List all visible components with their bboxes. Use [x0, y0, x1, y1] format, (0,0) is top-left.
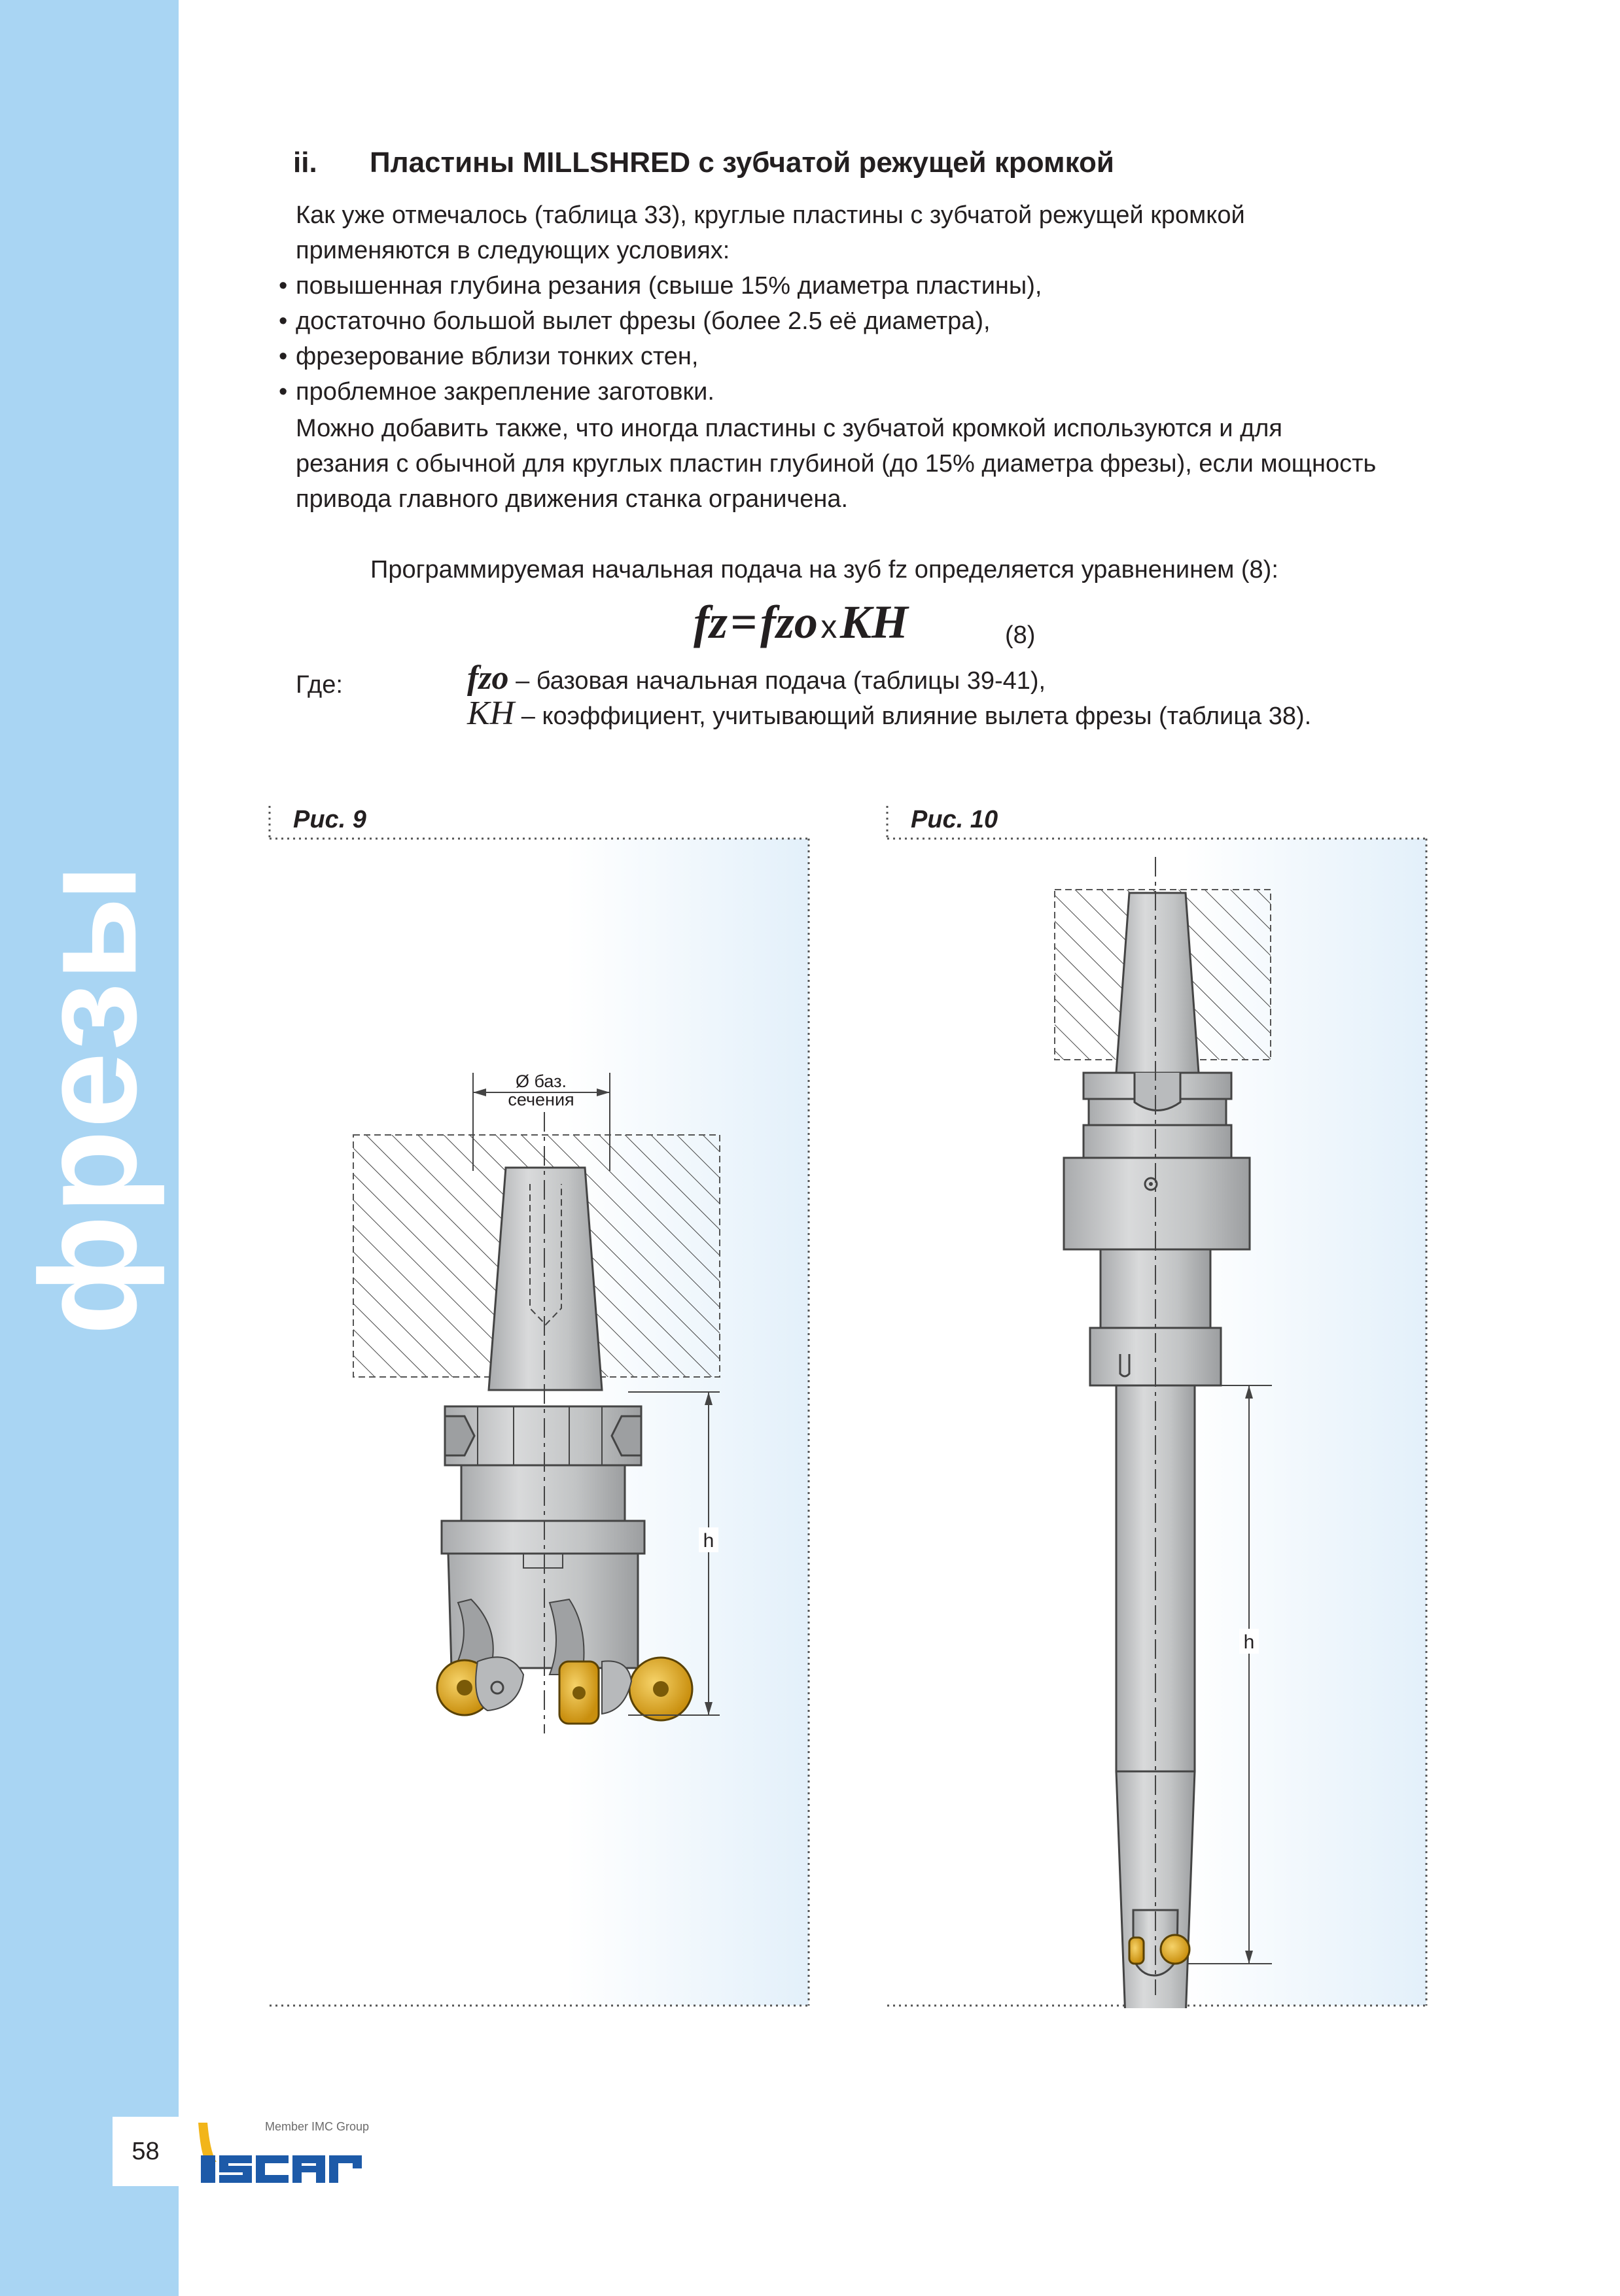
- def1-symbol: fzo: [467, 659, 509, 697]
- section-number: ii.: [293, 147, 317, 179]
- paragraph-line: применяются в следующих условиях:: [296, 237, 730, 264]
- where-label: Где:: [296, 671, 343, 699]
- figure-9-dim-label-1: Ø баз.: [516, 1071, 567, 1091]
- def2-symbol: KH: [467, 695, 515, 732]
- figure-9-dim-label-2: сечения: [508, 1090, 574, 1109]
- figure-9-label: Рис. 9: [293, 806, 366, 833]
- figure-10-h-label: h: [1243, 1631, 1255, 1653]
- bullet-item: проблемное закрепление заготовки.: [296, 378, 714, 406]
- formula-lhs: fz: [694, 596, 728, 648]
- bullet-dot: •: [279, 307, 288, 335]
- def2-text: – коэффициент, учитывающий влияние вылета фрезы (таблица 38).: [514, 703, 1312, 730]
- definition-1: [467, 661, 1046, 699]
- bullet-item: повышенная глубина резания (свыше 15% диаметра пластины),: [296, 272, 1042, 300]
- page-number: 58: [132, 2137, 160, 2165]
- formula-eq: =: [730, 596, 758, 648]
- paragraph-line: Можно добавить также, что иногда пластины с зубчатой кромкой используются и для: [296, 415, 1283, 442]
- definition-2: [467, 696, 1311, 734]
- formula-fzo: fzo: [760, 596, 818, 648]
- formula-times: x: [820, 608, 837, 645]
- sidebar-section-title: фрезы: [11, 862, 166, 1336]
- figure-10: [879, 798, 1435, 2008]
- paragraph-line: Как уже отмечалось (таблица 33), круглые пластины с зубчатой режущей кромкой: [296, 201, 1245, 229]
- formula-kh: KH: [839, 596, 908, 648]
- formula-number: (8): [1005, 621, 1036, 649]
- figure-9-h-label: h: [703, 1530, 714, 1552]
- formula: [694, 595, 908, 654]
- member-text: Member IMC Group: [265, 2120, 370, 2133]
- def1-text: – базовая начальная подача (таблицы 39-41),: [508, 667, 1046, 695]
- figure-9: [262, 798, 818, 2008]
- formula-intro: Программируемая начальная подача на зуб fz определяется уравненинем (8):: [370, 556, 1278, 583]
- page-number-box: [113, 2117, 179, 2186]
- iscar-logo: [193, 2116, 396, 2188]
- bullet-dot: •: [279, 272, 288, 300]
- bullet-item: достаточно большой вылет фрезы (более 2.5 её диаметра),: [296, 307, 991, 335]
- bullet-dot: •: [279, 343, 288, 370]
- paragraph-line: резания с обычной для круглых пластин глубиной (до 15% диаметра фрезы), если мощность: [296, 450, 1377, 478]
- bullet-item: фрезерование вблизи тонких стен,: [296, 343, 699, 370]
- figure-10-label: Рис. 10: [911, 806, 998, 833]
- paragraph-line: привода главного движения станка ограничена.: [296, 485, 849, 513]
- section-title: Пластины MILLSHRED с зубчатой режущей кромкой: [370, 147, 1114, 179]
- bullet-dot: •: [279, 378, 288, 406]
